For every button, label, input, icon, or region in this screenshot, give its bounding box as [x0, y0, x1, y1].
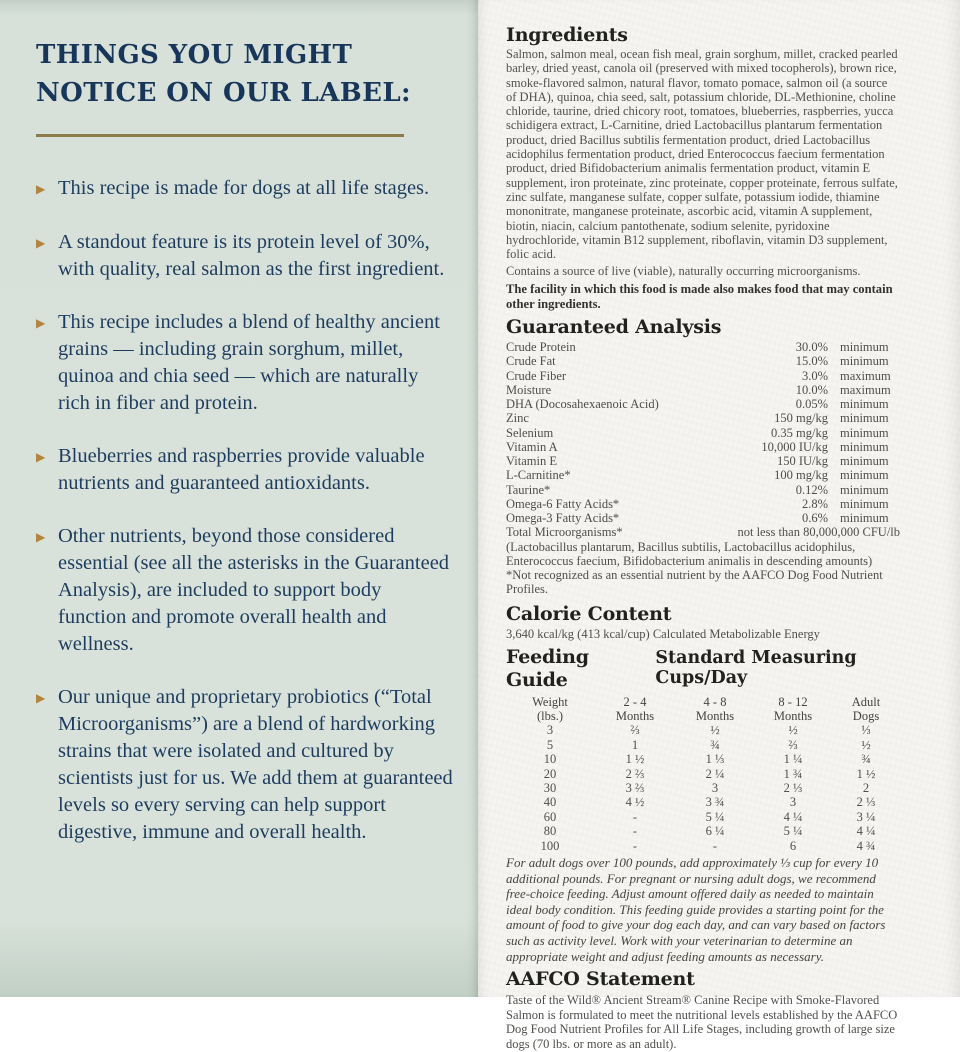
table-cell: 1 — [631, 737, 639, 752]
bullet-text: Our unique and proprietary probiotics (“Total Microorganisms”) are a blend of hardworking strains that were isolated and cultured by scientists just for us. We add them at guaranteed levels so every serving can help support digestive, immune and overall health. — [58, 686, 453, 843]
table-row — [506, 426, 900, 440]
list-item — [36, 443, 454, 497]
nutrient-name: DHA (Docosahexaenoic Acid) — [506, 397, 659, 412]
feeding-guide-heading-row — [506, 646, 900, 692]
table-cell: 3 — [546, 723, 554, 738]
table-row — [506, 354, 900, 368]
table-row — [506, 738, 900, 752]
triangle-bullet-icon: ▶ — [36, 691, 46, 705]
nutrient-value: 2.8% — [801, 496, 828, 511]
nutrient-qualifier: minimum — [840, 425, 889, 440]
feeding-guide-note: For adult dogs over 100 pounds, add approximately ⅓ cup for every 10 additional pounds. For pregnant or nursing adult dogs, we recommend free-choice feeding. Adjust amount offered daily as needed to maintain ideal body condition. This feeding guide provides a starting point for the amount of food to give your dog each day, and can vary based on factors such as activity level. Work with your veterinarian to determine an appropriate weight and adjust feeding amounts as necessary. — [506, 855, 886, 964]
nutrient-qualifier: minimum — [840, 340, 889, 355]
contains-note: Contains a source of live (viable), naturally occurring microorganisms. — [506, 264, 861, 279]
column-header: (lbs.) — [536, 709, 564, 724]
list-item — [36, 684, 454, 846]
column-header: Dogs — [852, 709, 880, 724]
facility-note: The facility in which this food is made also makes food that may contain other ingredients. — [506, 281, 893, 311]
table-cell: 3 — [711, 781, 719, 796]
nutrient-value: 0.6% — [801, 511, 828, 526]
calorie-content-text: 3,640 kcal/kg (413 kcal/cup) Calculated Metabolizable Energy — [506, 626, 820, 641]
nutrient-name: Zinc — [506, 411, 529, 426]
table-cell: 4 ¼ — [783, 809, 803, 824]
nutrient-qualifier: minimum — [840, 468, 889, 483]
nutrient-name: Omega-3 Fatty Acids* — [506, 511, 620, 526]
table-cell: 1 ⅓ — [705, 752, 725, 767]
nutrient-value: 0.05% — [795, 397, 828, 412]
calorie-content-heading: Calorie Content — [506, 602, 672, 625]
table-row — [506, 340, 900, 354]
section-feeding-guide — [506, 646, 900, 965]
table-cell: - — [632, 809, 638, 824]
nutrient-name: Crude Protein — [506, 340, 576, 355]
guaranteed-analysis-table — [506, 340, 900, 597]
ingredients-text: Salmon, salmon meal, ocean fish meal, grain sorghum, millet, cracked pearled barley, dried yeast, canola oil (preserved with mixed tocopherols), brown rice, smoke-flavored salmon, natural flavor, tomato pomace, salmon oil (a source of DHA), quinoa, chia seed, salt, potassium chloride, DL-Methionine, choline chloride, taurine, dried chicory root, tomatoes, blueberries, raspberries, yucca schidigera extract, L-Carnitine, dried Lactobacillus plantarum fermentation product, dried Bacillus subtilis fermentation product, dried Lactobacillus acidophilus fermentation product, dried Enterococcus faecium fermentation product, dried Bifidobacterium animalis fermentation product, vitamin E supplement, iron proteinate, zinc proteinate, copper proteinate, ferrous sulfate, zinc sulfate, manganese sulfate, copper sulfate, potassium iodide, thiamine mononitrate, manganese proteinate, ascorbic acid, vitamin A supplement, biotin, niacin, calcium pantothenate, sodium selenite, pyridoxine hydrochloride, vitamin B12 supplement, riboflavin, vitamin D3 supplement, folic acid. — [506, 47, 898, 262]
nutrient-value: 0.12% — [795, 482, 828, 497]
feeding-guide-heading: Feeding Guide — [506, 645, 589, 691]
table-cell: 3 ¾ — [705, 795, 725, 810]
table-row — [506, 383, 900, 397]
table-cell: 2 ¼ — [705, 766, 725, 781]
table-cell: 5 ¼ — [783, 824, 803, 839]
table-row — [506, 369, 900, 383]
section-guaranteed-analysis — [506, 316, 900, 597]
nutrient-value: 15.0% — [795, 354, 828, 369]
table-header-row — [506, 695, 900, 709]
table-cell: ½ — [710, 723, 720, 738]
table-row — [506, 497, 900, 511]
page-title — [36, 36, 454, 112]
guaranteed-analysis-heading: Guaranteed Analysis — [506, 316, 722, 339]
nutrient-qualifier: minimum — [840, 397, 889, 412]
page-title-line1: THINGS YOU MIGHT — [36, 40, 353, 70]
table-cell: 3 — [789, 795, 797, 810]
table-cell: ⅓ — [861, 723, 871, 738]
nutrient-value: 150 mg/kg — [774, 411, 828, 426]
nutrient-name: Crude Fiber — [506, 368, 567, 383]
table-header-row — [506, 709, 900, 723]
table-cell: - — [712, 838, 718, 853]
ingredients-heading: Ingredients — [506, 24, 628, 46]
table-row — [506, 411, 900, 425]
triangle-bullet-icon: ▶ — [36, 450, 46, 464]
asterisk-note: *Not recognized as an essential nutrient by the AAFCO Dog Food Nutrient Profiles. — [506, 568, 883, 597]
table-row — [506, 511, 900, 525]
section-calorie-content — [506, 603, 900, 642]
table-cell: 5 ¼ — [705, 809, 725, 824]
table-row-microorganisms — [506, 525, 900, 539]
triangle-bullet-icon: ▶ — [36, 530, 46, 544]
table-cell: 6 ¼ — [705, 824, 725, 839]
nutrient-name: Moisture — [506, 382, 552, 397]
bullet-text: A standout feature is its protein level of 30%, with quality, real salmon as the first ingredient. — [58, 231, 445, 280]
table-cell: 3 ⅔ — [625, 781, 645, 796]
nutrient-qualifier: minimum — [840, 439, 889, 454]
table-cell: ¾ — [861, 752, 871, 767]
table-row — [506, 468, 900, 482]
nutrient-name: Taurine* — [506, 482, 551, 497]
table-cell: 4 ¾ — [856, 838, 876, 853]
nutrient-qualifier: maximum — [840, 382, 891, 397]
table-cell: 4 ¼ — [856, 824, 876, 839]
nutrient-value: 30.0% — [795, 340, 828, 355]
table-cell: 80 — [543, 824, 557, 839]
list-item — [36, 229, 454, 283]
table-cell: 4 ½ — [625, 795, 645, 810]
nutrient-qualifier: minimum — [840, 454, 889, 469]
section-aafco — [506, 968, 900, 1051]
table-cell: ¾ — [710, 737, 720, 752]
column-header: Adult — [851, 694, 881, 709]
table-cell: 6 — [789, 838, 797, 853]
table-cell: 1 ½ — [625, 752, 645, 767]
table-cell: 100 — [540, 838, 560, 853]
nutrient-qualifier: minimum — [840, 411, 889, 426]
table-row — [506, 752, 900, 766]
table-cell: ½ — [861, 737, 871, 752]
nutrient-value: not less than 80,000,000 CFU/lb — [737, 525, 900, 540]
table-row — [506, 767, 900, 781]
left-panel — [0, 0, 478, 997]
aafco-heading: AAFCO Statement — [506, 968, 695, 991]
list-item — [36, 523, 454, 658]
table-cell: ½ — [788, 723, 798, 738]
divider — [36, 134, 404, 137]
feeding-guide-table — [506, 695, 900, 853]
triangle-bullet-icon: ▶ — [36, 236, 46, 250]
section-ingredients — [506, 24, 900, 311]
column-header: Months — [615, 709, 655, 724]
table-row — [506, 483, 900, 497]
table-cell: 20 — [543, 766, 557, 781]
table-cell: 1 ¾ — [783, 766, 803, 781]
table-row — [506, 781, 900, 795]
page-title-line2: NOTICE ON OUR LABEL: — [36, 78, 412, 108]
column-header: 4 - 8 — [703, 694, 727, 709]
label-panel — [478, 0, 960, 1052]
nutrient-name: Selenium — [506, 425, 554, 440]
nutrient-name: Vitamin A — [506, 439, 558, 454]
species-note: (Lactobacillus plantarum, Bacillus subtilis, Lactobacillus acidophilus, Enterococcus faecium, Bifidobacterium animalis in descending amounts) — [506, 539, 873, 568]
table-cell: 2 ⅓ — [856, 795, 876, 810]
bullet-text: Blueberries and raspberries provide valuable nutrients and guaranteed antioxidants. — [58, 445, 425, 494]
table-row — [506, 810, 900, 824]
list-item — [36, 309, 454, 417]
table-row — [506, 839, 900, 853]
table-cell: ⅔ — [788, 737, 798, 752]
table-cell: ⅔ — [630, 723, 640, 738]
table-row — [506, 440, 900, 454]
table-cell: 30 — [543, 781, 557, 796]
table-cell: 1 ½ — [856, 766, 876, 781]
column-header: Months — [695, 709, 735, 724]
nutrient-value: 10.0% — [795, 382, 828, 397]
nutrient-name: Vitamin E — [506, 454, 557, 469]
nutrient-value: 10,000 IU/kg — [761, 439, 828, 454]
nutrient-qualifier: minimum — [840, 496, 889, 511]
nutrient-name: L-Carnitine* — [506, 468, 571, 483]
table-row — [506, 397, 900, 411]
nutrient-name: Total Microorganisms* — [506, 525, 623, 540]
bullet-text: Other nutrients, beyond those considered essential (see all the asterisks in the Guaranteed Analysis), are included to support body function and promote overall health and wellness. — [58, 525, 450, 655]
nutrient-qualifier: minimum — [840, 354, 889, 369]
table-cell: 5 — [546, 737, 554, 752]
table-cell: 3 ¼ — [856, 809, 876, 824]
nutrient-qualifier: minimum — [840, 482, 889, 497]
table-cell: 60 — [543, 809, 557, 824]
table-row — [506, 454, 900, 468]
nutrient-name: Crude Fat — [506, 354, 556, 369]
nutrient-name: Omega-6 Fatty Acids* — [506, 496, 620, 511]
column-header: Weight — [532, 694, 568, 709]
nutrient-value: 100 mg/kg — [774, 468, 828, 483]
column-header: 2 - 4 — [623, 694, 647, 709]
nutrient-qualifier: minimum — [840, 511, 889, 526]
list-item — [36, 175, 454, 203]
table-cell: 10 — [543, 752, 557, 767]
table-row — [506, 824, 900, 838]
nutrient-qualifier: maximum — [840, 368, 891, 383]
nutrient-value: 150 IU/kg — [776, 454, 828, 469]
column-header: Months — [773, 709, 813, 724]
triangle-bullet-icon: ▶ — [36, 316, 46, 330]
nutrient-value: 0.35 mg/kg — [771, 425, 828, 440]
measuring-cups-heading: Standard Measuring Cups/Day — [655, 647, 857, 688]
table-cell: 2 — [862, 781, 870, 796]
bullet-list — [36, 175, 454, 846]
column-header: 8 - 12 — [778, 694, 808, 709]
table-cell: 1 ¼ — [783, 752, 803, 767]
table-cell: 2 ⅓ — [783, 781, 803, 796]
table-row — [506, 723, 900, 737]
nutrient-value: 3.0% — [801, 368, 828, 383]
bullet-text: This recipe is made for dogs at all life stages. — [58, 177, 430, 199]
aafco-text: Taste of the Wild® Ancient Stream® Canine Recipe with Smoke-Flavored Salmon is formulated to meet the nutritional levels established by the AAFCO Dog Food Nutrient Profiles for All Life Stages, including growth of large size dogs (70 lbs. or more as an adult). — [506, 993, 898, 1052]
table-cell: 2 ⅔ — [625, 766, 645, 781]
table-cell: - — [632, 838, 638, 853]
table-row — [506, 795, 900, 809]
triangle-bullet-icon: ▶ — [36, 182, 46, 196]
bullet-text: This recipe includes a blend of healthy ancient grains — including grain sorghum, millet, quinoa and chia seed — which are naturally rich in fiber and protein. — [58, 311, 440, 414]
table-cell: 40 — [543, 795, 557, 810]
table-cell: - — [632, 824, 638, 839]
